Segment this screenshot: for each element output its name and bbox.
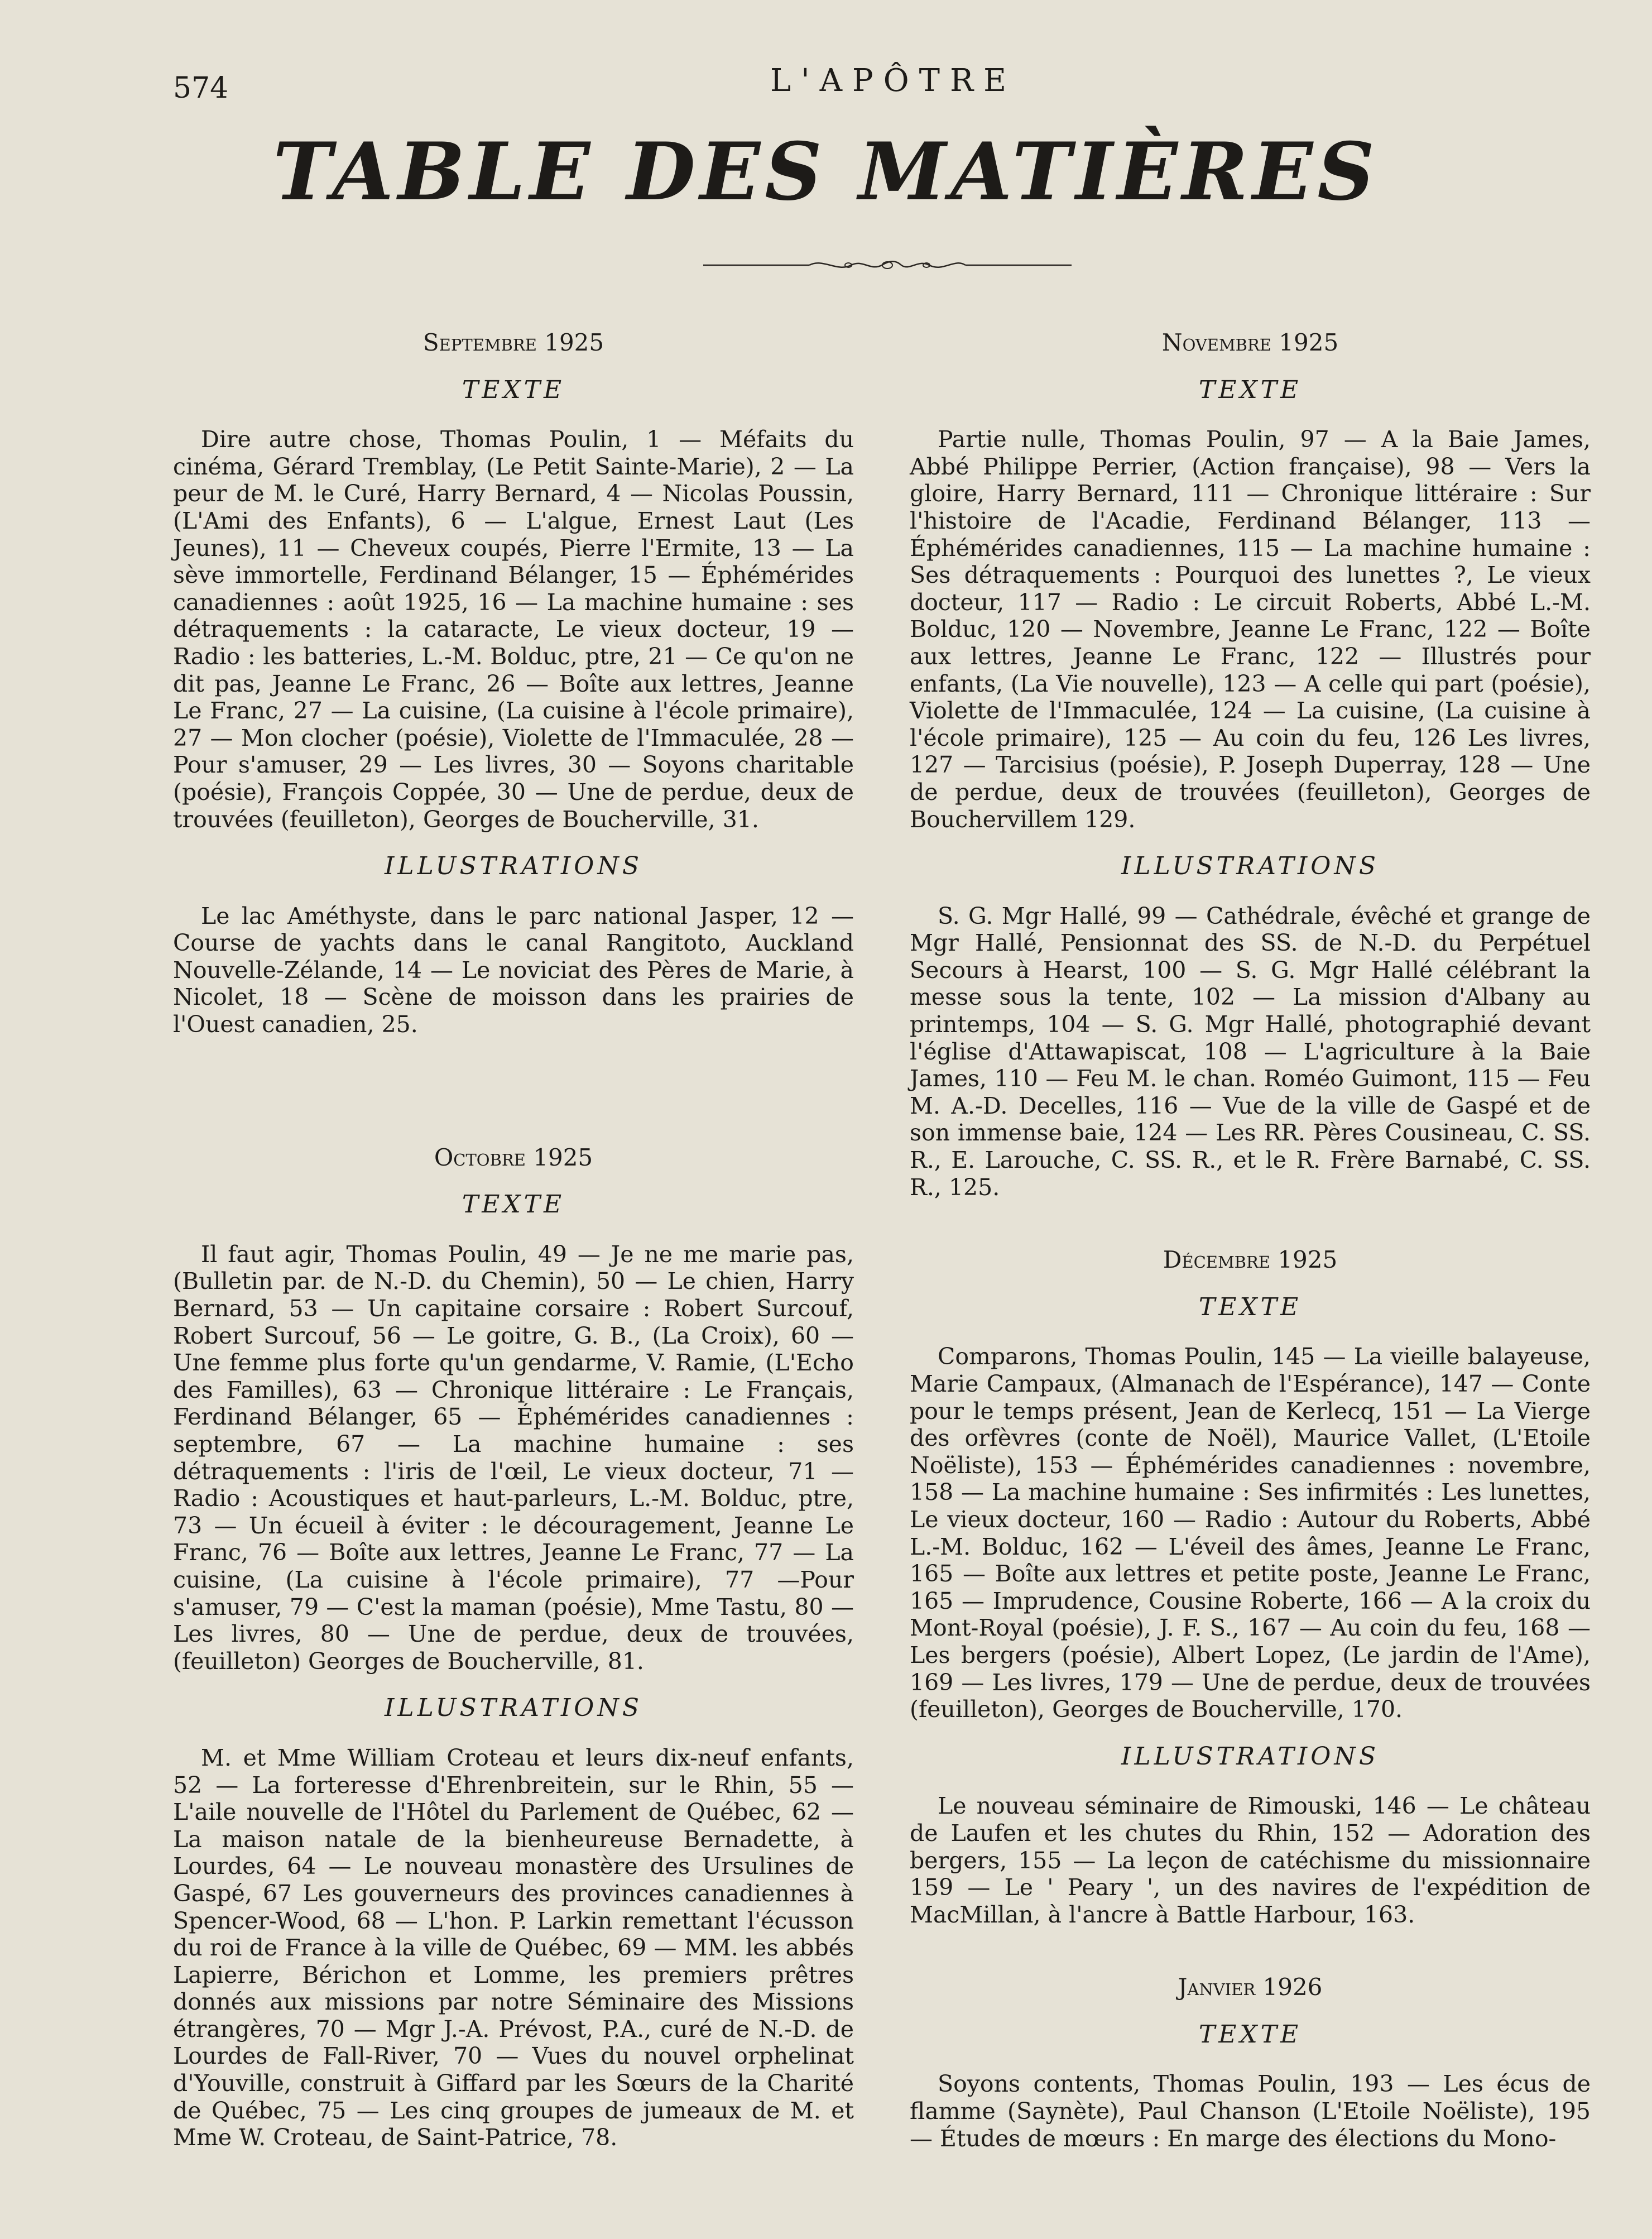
texte-entries: Partie nulle, Thomas Poulin, 97 — A la Baie James, Abbé Philippe Perrier, (Action française), 98 — Vers la gloire, Harry Bernard, 111 — Chronique littéraire : Sur l'histoire de l'Acadie, Ferdinand Bélanger, 113 — Éphémérides canadiennes, 115 — La machine humaine : Ses détraquements : Pourquoi des lunettes ?, Le vieux docteur, 117 — Radio : Le circuit Roberts, Abbé L.-M. Bolduc, 120 — Novembre, Jeanne Le Franc, 122 — Boîte aux lettres, Jeanne Le Franc, 122 — Illustrés pour enfants, (La Vie nouvelle), 123 — A celle qui part (poésie), Violette de l'Immaculée, 124 — La cuisine, (La cuisine à l'école primaire), 125 — Au coin du feu, 126 Les livres, 127 — Tarcisius (poésie), P. Joseph Duperray, 128 — Une de perdue, deux de trouvées (feuilleton), Georges de Bouchervillem 129.	[910, 426, 1591, 833]
illustrations-entries: M. et Mme William Croteau et leurs dix-neuf enfants, 52 — La forteresse d'Ehrenbreitein, sur le Rhin, 55 — L'aile nouvelle de l'Hôtel du Parlement de Québec, 62 — La maison natale de la bienheureuse Bernadette, à Lourdes, 64 — Le nouveau monastère des Ursulines de Gaspé, 67 Les gouverneurs des provinces canadiennes à Spencer-Wood, 68 — L'hon. P. Larkin remettant l'écusson du roi de France à la ville de Québec, 69 — MM. les abbés Lapierre, Bérichon et Lomme, les premiers prêtres donnés aux missions par notre Séminaire des Missions étrangères, 70 — Mgr J.-A. Prévost, P.A., curé de N.-D. de Lourdes de Fall-River, 70 — Vues du nouvel orphelinat d'Youville, construit à Giffard par les Sœurs de la Charité de Québec, 75 — Les cinq groupes de jumeaux de M. et Mme W. Croteau, de Saint-Patrice, 78.	[173, 1744, 854, 2151]
illustrations-entries: S. G. Mgr Hallé, 99 — Cathédrale, évêché et grange de Mgr Hallé, Pensionnat des SS. de N.-D. du Perpétuel Secours à Hearst, 100 — S. G. Mgr Hallé célébrant la messe sous la tente, 102 — La mission d'Albany au printemps, 104 — S. G. Mgr Hallé, photographié devant l'église d'Attawapiscat, 108 — L'agriculture à la Baie James, 110 — Feu M. le chan. Roméo Guimont, 115 — Feu M. A.-D. Decelles, 116 — Vue de la ville de Gaspé et de son immense baie, 124 — Les RR. Pères Cousineau, C. SS. R., E. Larouche, C. SS. R., et le R. Frère Barnabé, C. SS. R., 125.	[910, 902, 1591, 1201]
page-number: 574	[173, 71, 229, 105]
left-column	[173, 329, 854, 2151]
texte-heading: TEXTE	[1198, 2020, 1302, 2049]
month-heading: Octobre 1925	[434, 1143, 593, 1171]
right-column	[910, 329, 1591, 2152]
texte-heading: TEXTE	[1198, 1292, 1302, 1321]
illustrations-entries: Le lac Améthyste, dans le parc national Jasper, 12 — Course de yachts dans le canal Rangitoto, Auckland Nouvelle-Zélande, 14 — Le noviciat des Pères de Marie, à Nicolet, 18 — Scène de moisson dans les prairies de l'Ouest canadien, 25.	[173, 902, 854, 1038]
texte-entries: Il faut agir, Thomas Poulin, 49 — Je ne me marie pas, (Bulletin par. de N.-D. du Chemin), 50 — Le chien, Harry Bernard, 53 — Un capitaine corsaire : Robert Surcouf, Robert Surcouf, 56 — Le goitre, G. B., (La Croix), 60 — Une femme plus forte qu'un gendarme, V. Ramie, (L'Echo des Familles), 63 — Chronique littéraire : Le Français, Ferdinand Bélanger, 65 — Éphémérides canadiennes : septembre, 67 — La machine humaine : ses détraquements : l'iris de l'œil, Le vieux docteur, 71 — Radio : Acoustiques et haut-parleurs, L.-M. Bolduc, ptre, 73 — Un écueil à éviter : le découragement, Jeanne Le Franc, 76 — Boîte aux lettres, Jeanne Le Franc, 77 — La cuisine, (La cuisine à l'école primaire), 77 —Pour s'amuser, 79 — C'est la maman (poésie), Mme Tastu, 80 — Les livres, 80 — Une de perdue, deux de trouvées, (feuilleton) Georges de Boucherville, 81.	[173, 1240, 854, 1675]
month-section-december-1925	[910, 1246, 1591, 1928]
month-heading: Septembre 1925	[422, 329, 604, 356]
month-section-january-1926	[910, 1974, 1591, 2152]
illustrations-heading: ILLUSTRATIONS	[1121, 1742, 1379, 1771]
month-heading: Janvier 1926	[1178, 1973, 1323, 2001]
illustrations-heading: ILLUSTRATIONS	[1121, 852, 1379, 881]
month-heading: Novembre 1925	[1161, 329, 1339, 356]
month-section-october-1925	[173, 1144, 854, 2151]
ornament-divider	[703, 257, 1072, 274]
running-title: L'APÔTRE	[770, 63, 1017, 99]
illustrations-heading: ILLUSTRATIONS	[385, 1694, 642, 1723]
texte-entries: Soyons contents, Thomas Poulin, 193 — Les écus de flamme (Saynète), Paul Chanson (L'Etoile Noëliste), 195 — Études de mœurs : En marge des élections du Mono-	[910, 2070, 1591, 2152]
illustrations-heading: ILLUSTRATIONS	[385, 852, 642, 881]
illustrations-entries: Le nouveau séminaire de Rimouski, 146 — Le château de Laufen et les chutes du Rhin, 152 — Adoration des bergers, 155 — La leçon de catéchisme du missionnaire 159 — Le ' Peary ', un des navires de l'expédition de MacMillan, à l'ancre à Battle Harbour, 163.	[910, 1792, 1591, 1928]
month-heading: Décembre 1925	[1163, 1246, 1338, 1274]
texte-entries: Dire autre chose, Thomas Poulin, 1 — Méfaits du cinéma, Gérard Tremblay, (Le Petit Sainte-Marie), 2 — La peur de M. le Curé, Harry Bernard, 4 — Nicolas Poussin, (L'Ami des Enfants), 6 — L'algue, Ernest Laut (Les Jeunes), 11 — Cheveux coupés, Pierre l'Ermite, 13 — La sève immortelle, Ferdinand Bélanger, 15 — Éphémérides canadiennes : août 1925, 16 — La machine humaine : ses détraquements : la cataracte, Le vieux docteur, 19 — Radio : les batteries, L.-M. Bolduc, ptre, 21 — Ce qu'on ne dit pas, Jeanne Le Franc, 26 — Boîte aux lettres, Jeanne Le Franc, 27 — La cuisine, (La cuisine à l'école primaire), 27 — Mon clocher (poésie), Violette de l'Immaculée, 28 — Pour s'amuser, 29 — Les livres, 30 — Soyons charitable (poésie), François Coppée, 30 — Une de perdue, deux de trouvées (feuilleton), Georges de Boucherville, 31.	[173, 426, 854, 833]
page-title: TABLE DES MATIÈRES	[273, 126, 1379, 218]
texte-heading: TEXTE	[462, 375, 565, 404]
texte-heading: TEXTE	[462, 1190, 565, 1219]
texte-heading: TEXTE	[1198, 375, 1302, 404]
month-section-november-1925	[910, 329, 1591, 1201]
texte-entries: Comparons, Thomas Poulin, 145 — La vieille balayeuse, Marie Campaux, (Almanach de l'Espérance), 147 — Conte pour le temps présent, Jean de Kerlecq, 151 — La Vierge des orfèvres (conte de Noël), Maurice Vallet, (L'Etoile Noëliste), 153 — Éphémérides canadiennes : novembre, 158 — La machine humaine : Ses infirmités : Les lunettes, Le vieux docteur, 160 — Radio : Autour du Roberts, Abbé L.-M. Bolduc, 162 — L'éveil des âmes, Jeanne Le Franc, 165 — Boîte aux lettres et petite poste, Jeanne Le Franc, 165 — Imprudence, Cousine Roberte, 166 — A la croix du Mont-Royal (poésie), J. F. S., 167 — Au coin du feu, 168 — Les bergers (poésie), Albert Lopez, (Le jardin de l'Ame), 169 — Les livres, 179 — Une de perdue, deux de trouvées (feuilleton), Georges de Boucherville, 170.	[910, 1343, 1591, 1723]
month-section-september-1925	[173, 329, 854, 1038]
